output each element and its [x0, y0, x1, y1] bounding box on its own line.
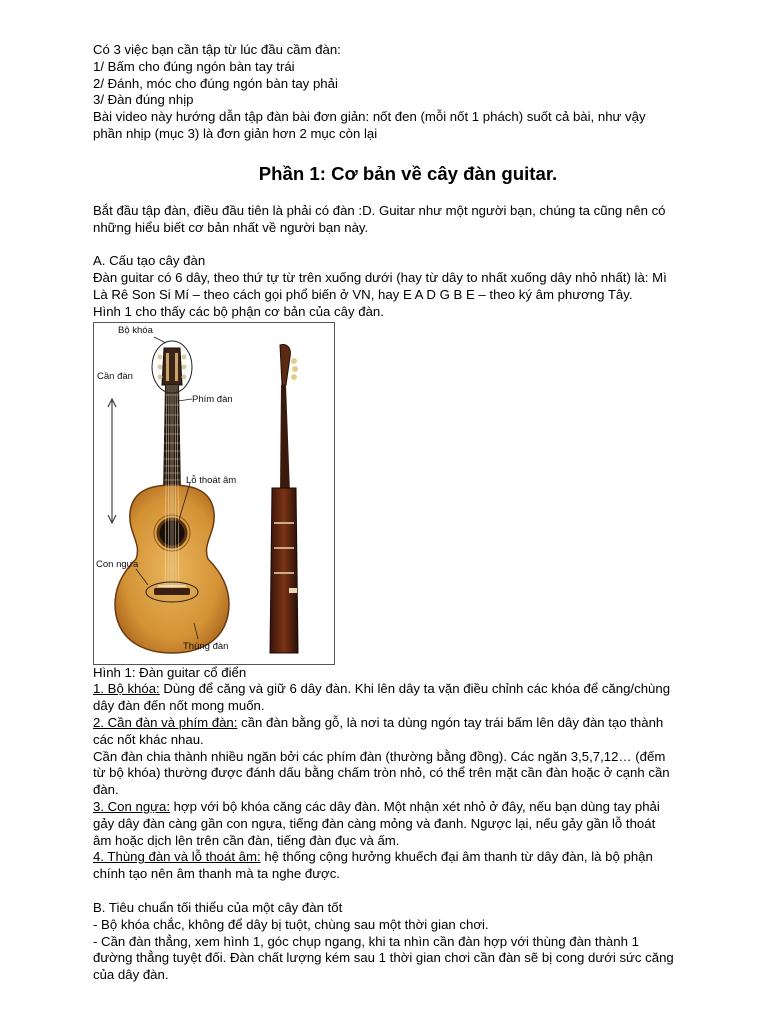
intro-block — [93, 42, 723, 143]
side-guitar — [270, 344, 298, 653]
section-b-line: của dây đàn. — [93, 967, 169, 983]
part-2-line: Cần đàn chia thành nhiều ngăn bởi các phím đàn (thường bằng đồng). Các ngăn 3,5,7,12… (đếm — [93, 748, 666, 764]
part-4-line: chính tạo nên âm thanh mà ta nghe được. — [93, 866, 340, 882]
page-title: Phần 1: Cơ bản về cây đàn guitar. — [258, 162, 558, 184]
label-bridge: Con ngựa — [96, 558, 139, 570]
part-4 — [93, 849, 723, 866]
section-b — [93, 900, 723, 984]
part-2-line: từ bộ khóa) thường được đánh dấu bằng chấm tròn nhỏ, có thể trên mặt cần đàn hoặc ở cạnh cần — [93, 765, 670, 781]
label-neck: Cần đàn — [97, 370, 133, 382]
part-3-label: 3. Con ngựa: — [93, 798, 171, 814]
part-2-label: 2. Cần đàn và phím đàn: — [93, 714, 238, 730]
part-2-line: các nốt khác nhau. — [93, 731, 204, 747]
figure-frame — [93, 322, 335, 665]
intro-line: 1/ Bấm cho đúng ngón bàn tay trái — [93, 58, 295, 74]
label-body: Thùng đàn — [183, 640, 229, 652]
part-1-text: Dùng để căng và giữ 6 dây đàn. Khi lên dây ta vặn điều chỉnh các khóa để căng/chùng — [159, 681, 671, 697]
intro-paragraph — [93, 203, 723, 237]
part-3-line: gảy dây đàn càng gần con ngựa, tiếng đàn càng mỏng và đanh. Ngược lại, nếu gảy gần lỗ thoát — [93, 815, 656, 831]
section-b-title: B. Tiêu chuẩn tối thiểu của một cây đàn tốt — [93, 899, 343, 915]
part-3-line: âm hoặc dịch lên trên cần đàn, tiếng đàn đục và ấm. — [93, 832, 400, 848]
section-a-line: Hình 1 cho thấy các bộ phận cơ bản của cây đàn. — [93, 303, 384, 319]
intro-line: 3/ Đàn đúng nhịp — [93, 92, 194, 108]
part-3-text: hợp với bộ khóa căng các dây đàn. Một nhận xét nhỏ ở đây, nếu bạn dùng tay phải — [170, 798, 660, 814]
paragraph-line: những hiểu biết cơ bản nhất về người bạn này. — [93, 219, 369, 235]
part-4-text: hệ thống cộng hưởng khuếch đại âm thanh từ dây đàn, là bộ phận — [260, 849, 653, 865]
label-headstock: Bộ khóa — [118, 324, 153, 336]
part-1-label: 1. Bộ khóa: — [93, 681, 160, 697]
intro-line: Có 3 việc bạn cần tập từ lúc đầu cầm đàn: — [93, 42, 341, 57]
part-3 — [93, 799, 723, 816]
intro-line: 2/ Đánh, móc cho đúng ngón bàn tay phải — [93, 75, 338, 91]
parts-list — [93, 681, 723, 883]
document-page — [93, 42, 723, 984]
section-b-line: - Bộ khóa chắc, không để dây bị tuột, chùng sau một thời gian chơi. — [93, 916, 489, 932]
section-a-line: Đàn guitar có 6 dây, theo thứ tự từ trên xuống dưới (hay từ dây to nhất xuống dây nhỏ nhất) là: Mì — [93, 270, 667, 286]
part-2-line: đàn. — [93, 782, 119, 798]
intro-line: Bài video này hướng dẫn tập đàn bài đơn giản: nốt đen (mỗi nốt 1 phách) suốt cả bài, như vậy — [93, 109, 646, 125]
intro-line: phần nhịp (mục 3) là đơn giản hơn 2 mục còn lại — [93, 125, 378, 141]
part-1-line: dây đàn đến nốt mong muốn. — [93, 698, 265, 714]
guitar-figure — [93, 322, 335, 665]
paragraph-line: Bắt đầu tập đàn, điều đầu tiên là phải có đàn :D. Guitar như một người bạn, chúng ta cũng nên có — [93, 202, 666, 218]
section-a-line: Là Rê Son Si Mí – theo cách gọi phổ biến ở VN, hay E A D G B E – theo ký âm phương Tây. — [93, 286, 633, 302]
part-1 — [93, 681, 723, 698]
part-4-label: 4. Thùng đàn và lỗ thoát âm: — [93, 849, 261, 865]
section-b-line: đường thẳng tuyệt đối. Đàn chất lượng kém sau 1 thời gian chơi cần đàn sẽ bị cong dưới sức căng — [93, 950, 674, 966]
label-fret: Phím đàn — [192, 393, 233, 405]
section-a — [93, 253, 723, 320]
part-2-text: cần đàn bằng gỗ, là nơi ta dùng ngón tay trái bấm lên dây đàn tạo thành — [237, 714, 664, 730]
section-b-line: - Cần đàn thẳng, xem hình 1, góc chụp ngang, khi ta nhìn cần đàn hợp với thùng đàn thành 1 — [93, 933, 639, 949]
section-a-title: A. Cấu tạo cây đàn — [93, 253, 206, 269]
figure-caption: Hình 1: Đàn guitar cổ điển — [93, 664, 247, 680]
part-2 — [93, 715, 723, 732]
label-soundhole: Lỗ thoát âm — [186, 474, 237, 486]
